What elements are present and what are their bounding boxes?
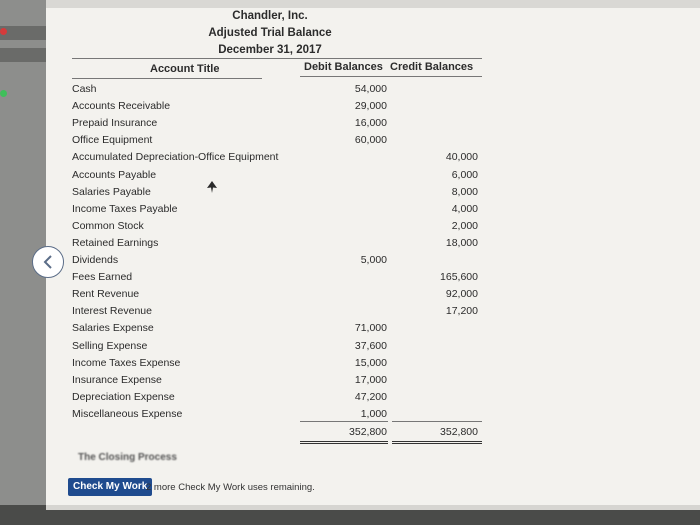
debit-amount: 5,000: [360, 254, 387, 266]
table-row: [72, 235, 482, 252]
account-name: Prepaid Insurance: [72, 117, 158, 130]
statement-date: December 31, 2017: [218, 44, 322, 56]
table-row: [72, 320, 482, 337]
total-debit: 352,800: [349, 426, 387, 438]
account-name: Fees Earned: [72, 271, 133, 284]
account-name: Rent Revenue: [72, 288, 140, 301]
check-my-work-button[interactable]: Check My Work: [68, 478, 152, 496]
account-name: Accounts Receivable: [72, 100, 171, 113]
credit-amount: 8,000: [451, 185, 478, 198]
debit-amount: 60,000: [354, 134, 387, 147]
account-name: Common Stock: [72, 219, 144, 232]
account-name: Selling Expense: [72, 339, 148, 352]
header-divider: [72, 58, 482, 59]
account-name: Dividends: [72, 254, 119, 266]
debit-amount: 71,000: [354, 322, 387, 335]
double-rule: [300, 441, 388, 442]
account-name: Depreciation Expense: [72, 390, 175, 403]
company-name: Chandler, Inc.: [232, 10, 308, 22]
credit-amount: 18,000: [445, 236, 478, 249]
table-row: [72, 389, 482, 406]
credit-amount: 2,000: [451, 219, 478, 232]
table-row: [72, 132, 482, 149]
double-rule: [392, 443, 482, 444]
table-row: [72, 81, 482, 98]
account-name: Office Equipment: [72, 134, 153, 147]
table-row: [72, 338, 482, 355]
credit-amount: 40,000: [445, 151, 478, 164]
credit-amount: 4,000: [451, 202, 478, 215]
account-name: Miscellaneous Expense: [72, 407, 183, 420]
check-remaining-note: 2 more Check My Work uses remaining.: [146, 482, 315, 493]
column-debit-balances: Debit Balances: [304, 61, 383, 73]
panel-stripe: [0, 26, 46, 40]
account-name: Salaries Expense: [72, 322, 154, 335]
statement-title: Adjusted Trial Balance: [208, 27, 332, 39]
total-credit: 352,800: [440, 426, 478, 438]
account-name: Salaries Payable: [72, 185, 151, 198]
account-name: Income Taxes Expense: [72, 356, 181, 369]
table-row: [72, 201, 482, 218]
table-row: [72, 115, 482, 132]
bottom-edge: [0, 505, 700, 525]
debit-amount: 29,000: [354, 100, 387, 113]
table-row: [72, 149, 482, 166]
debit-amount: 1,000: [360, 407, 387, 420]
account-name: Accounts Payable: [72, 168, 157, 181]
debit-amount: 47,200: [354, 390, 387, 403]
column-underline: [72, 78, 262, 79]
column-underline: [300, 76, 482, 77]
credit-amount: 17,200: [445, 305, 478, 318]
debit-amount: 17,000: [354, 373, 387, 386]
back-button[interactable]: [32, 246, 64, 278]
account-name: Interest Revenue: [72, 305, 152, 318]
panel-stripe: [0, 48, 46, 62]
account-name: Income Taxes Payable: [72, 202, 178, 215]
credit-amount: 6,000: [451, 168, 478, 181]
top-edge: [46, 0, 700, 8]
account-name: Retained Earnings: [72, 236, 159, 249]
debit-amount: 16,000: [354, 117, 387, 130]
table-row: [72, 167, 482, 184]
debit-amount: 37,600: [354, 339, 387, 352]
table-row: [72, 98, 482, 115]
debit-amount: 54,000: [354, 83, 387, 95]
table-row: [72, 286, 482, 303]
table-row: [72, 303, 482, 320]
table-row: [72, 218, 482, 235]
mouse-pointer-icon: [206, 180, 218, 194]
totals-row: [72, 424, 482, 441]
table-row: [72, 269, 482, 286]
table-row: [72, 184, 482, 201]
column-account-title: Account Title: [150, 63, 220, 75]
chevron-left-icon: [41, 254, 55, 270]
section-title: The Closing Process: [78, 452, 177, 463]
total-rule: [300, 421, 388, 422]
account-name: Accumulated Depreciation-Office Equipment: [72, 151, 279, 164]
account-name: Insurance Expense: [72, 373, 162, 386]
double-rule: [392, 441, 482, 442]
table-row: [72, 252, 482, 269]
table-row: [72, 372, 482, 389]
double-rule: [300, 443, 388, 444]
table-row: [72, 355, 482, 372]
credit-amount: 92,000: [445, 288, 478, 301]
account-name: Cash: [72, 83, 97, 95]
column-credit-balances: Credit Balances: [390, 61, 474, 73]
red-dot-icon: [0, 28, 7, 35]
green-dot-icon: [0, 90, 7, 97]
debit-amount: 15,000: [354, 356, 387, 369]
total-rule: [392, 421, 482, 422]
credit-amount: 165,600: [440, 271, 478, 284]
